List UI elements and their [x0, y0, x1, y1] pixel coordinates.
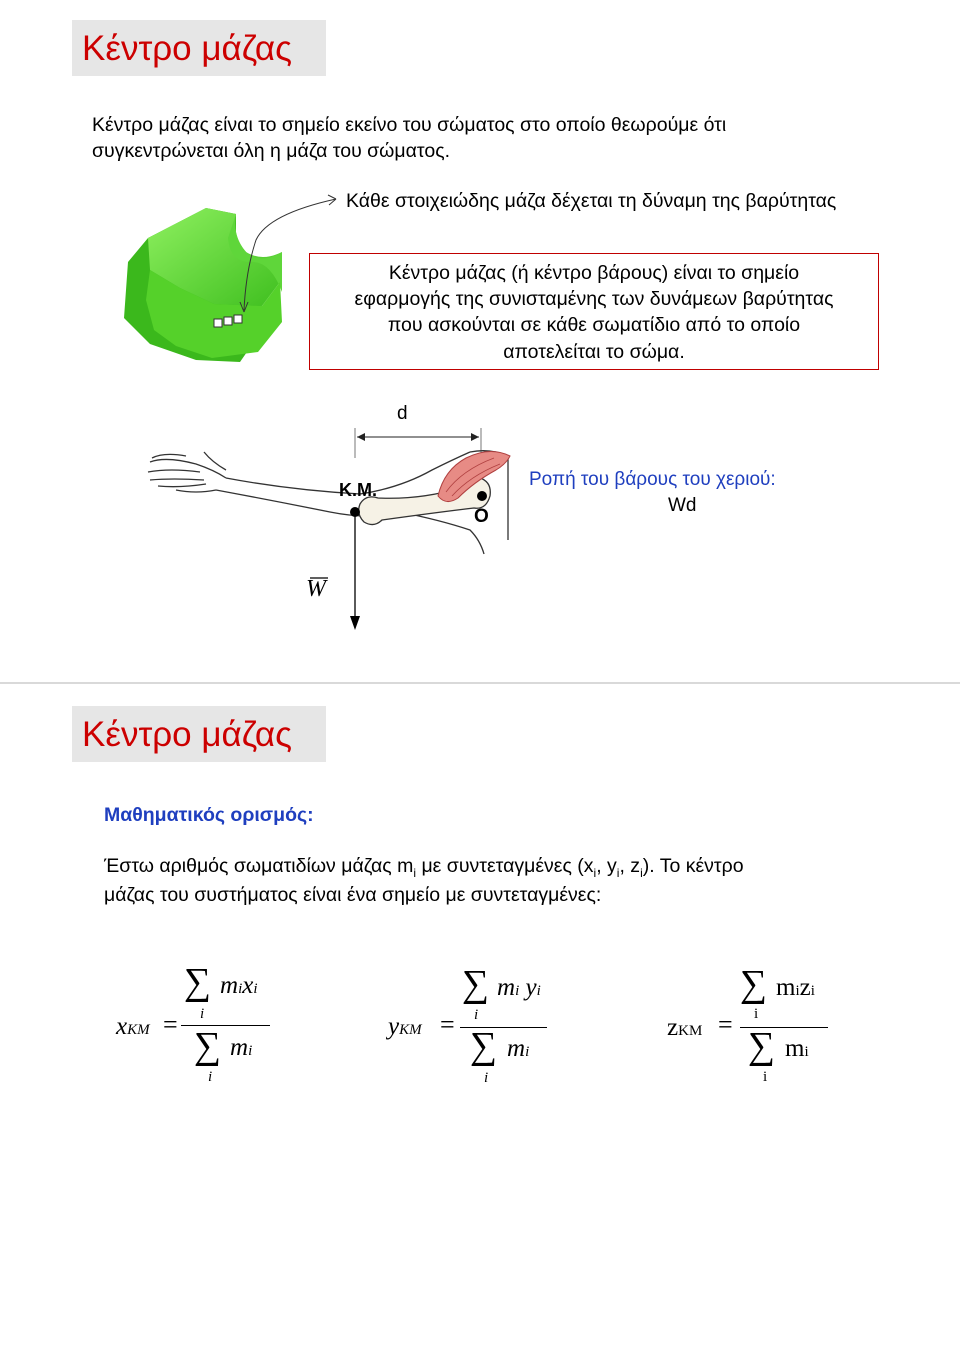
arrow-caption: Κάθε στοιχειώδης μάζα δέχεται τη δύναμη της βαρύτητας [346, 190, 837, 212]
definition-line-3: που ασκούνται σε κάθε σωματίδιο από το οποίο [387, 314, 801, 336]
slide-title-box [72, 706, 326, 762]
green-body-shape [124, 208, 282, 362]
slide-center-of-mass-formula: Κέντρο μάζας Μαθηματικός ορισμός: Έστω αριθμός σωματιδίων μάζας $m_i$ με συντεταγμένες ($x_i$, $y_i$, $z_i$). Το κέντρο μάζας του συστήματος είναι ένα σημείο με συντεταγμένες: xKM = ∑ mixi i ∑ mi i yKM = ∑ mi yi i ∑ mi i zKM = ∑ mizi i ∑ mi i [0, 684, 960, 1367]
definition-line-4: αποτελείται το σώμα. [503, 341, 685, 363]
particles-line-2: μάζας του συστήματος είναι ένα σημείο με συντεταγμένες: [104, 884, 602, 906]
slide-title: Κέντρο μάζας [82, 29, 292, 68]
intro-line-1: Κέντρο μάζας είναι το σημείο εκείνο του σώματος στο οποίο θεωρούμε ότι [92, 114, 727, 136]
particles-line-1: Έστω αριθμός σωματιδίων μάζας $m_i$ με συντεταγμένες ($x_i$, $y_i$, $z_i$). Το κέντρο [104, 855, 744, 880]
center-of-mass-label: Κ.Μ. [339, 480, 377, 500]
torque-value: Wd [668, 495, 697, 516]
torque-title: Ροπή του βάρους του χεριού: [529, 469, 776, 490]
slide-title: Κέντρο μάζας [82, 715, 292, 754]
definition-line-1: Κέντρο μάζας (ή κέντρο βάρους) είναι το σημείο [388, 262, 800, 284]
definition-box [309, 253, 879, 370]
distance-dimension [355, 428, 481, 458]
distance-label: d [397, 403, 408, 424]
weight-label: W [306, 576, 326, 602]
math-definition-subtitle: Μαθηματικός ορισμός: [104, 804, 314, 826]
intro-line-2: συγκεντρώνεται όλη η μάζα του σώματος. [92, 140, 451, 162]
pivot-point [477, 491, 487, 501]
pivot-label: O [474, 506, 489, 527]
slide-center-of-mass-concept [0, 0, 960, 682]
definition-line-2: εφαρμογής της συνισταμένης των δυνάμεων βαρύτητας [354, 288, 834, 310]
